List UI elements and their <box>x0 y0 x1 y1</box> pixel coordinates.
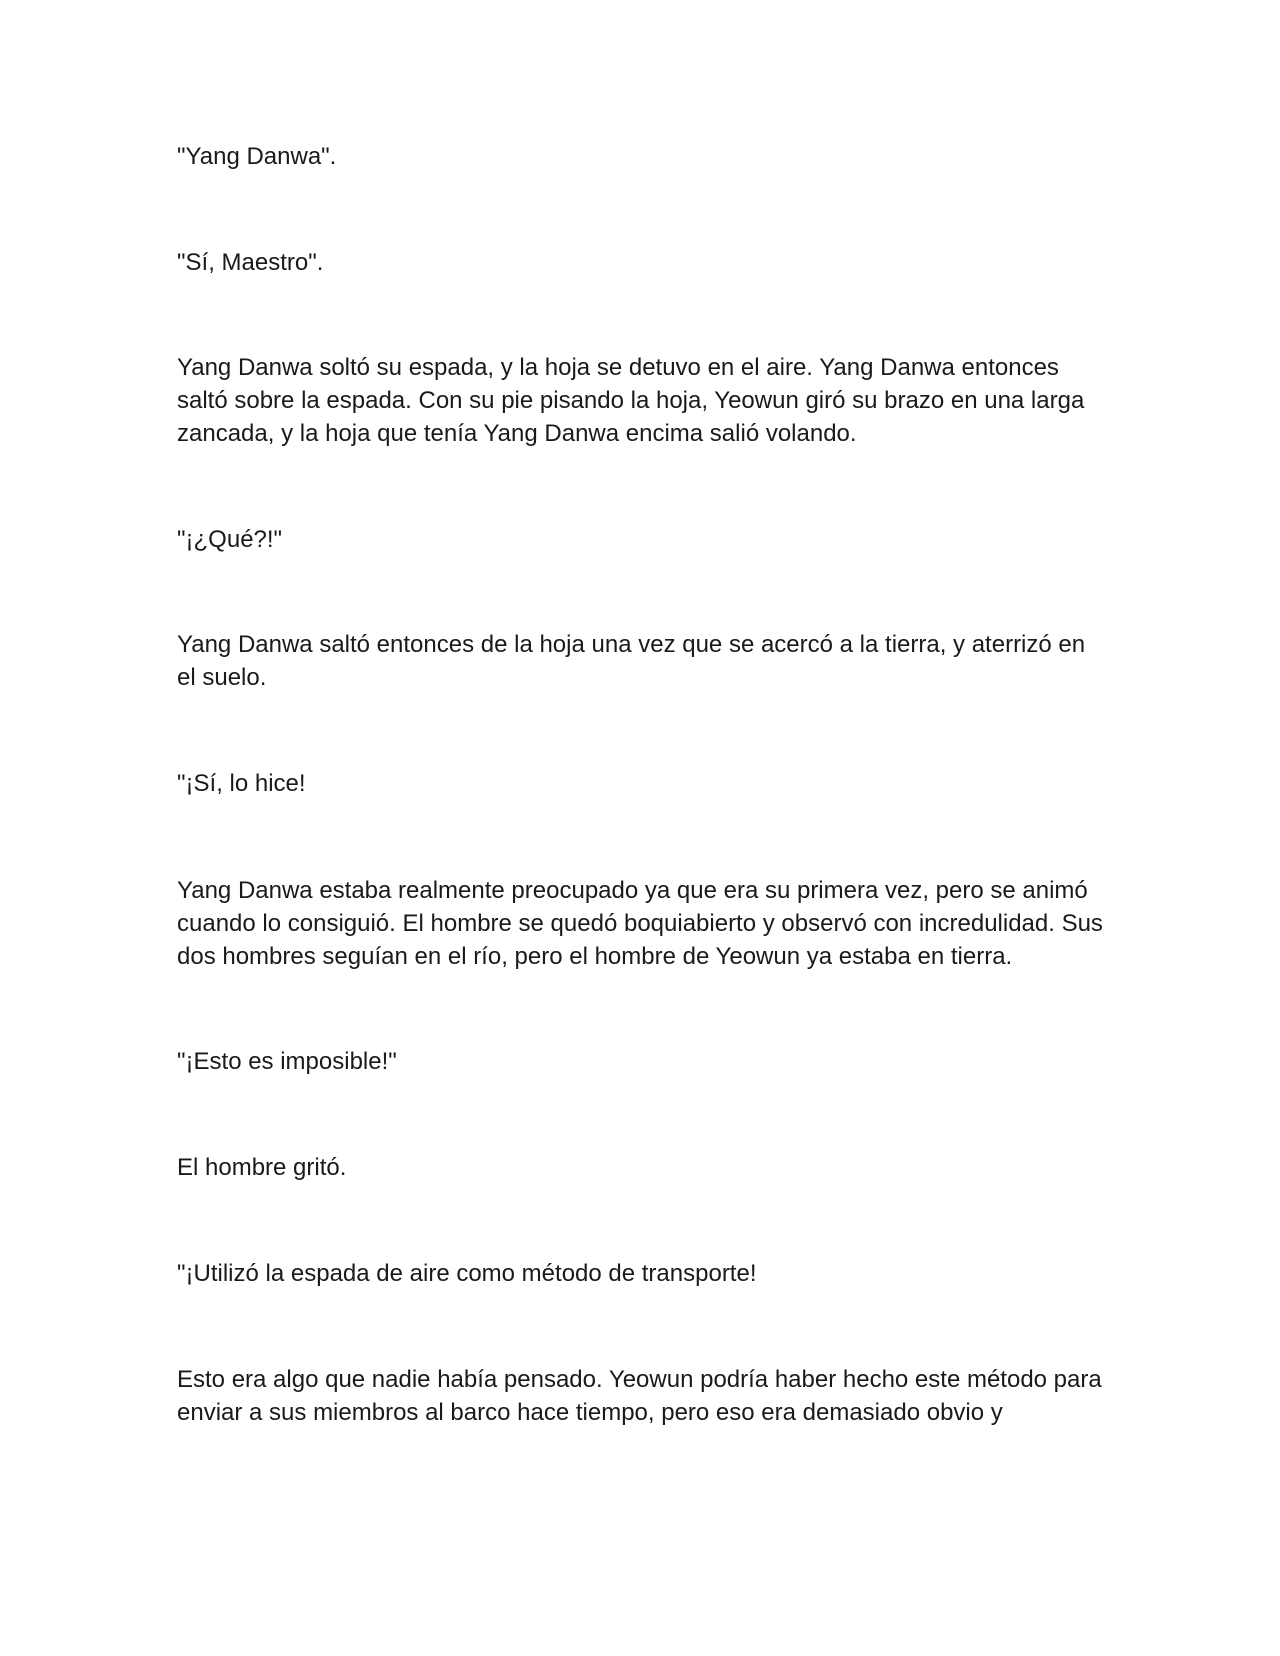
document-body <box>177 140 1107 1429</box>
paragraph-9: El hombre gritó. <box>177 1154 347 1181</box>
paragraph-1: "Yang Danwa". <box>177 143 337 170</box>
paragraph-10: "¡Utilizó la espada de aire como método de transporte! <box>177 1260 757 1287</box>
paragraph-3: Yang Danwa soltó su espada, y la hoja se detuvo en el aire. Yang Danwa entonces saltó sobre la espada. Con su pie pisando la hoja, Yeowun giró su brazo en una larga zancada, y la hoja que tenía Yang Danwa encima salió volando. <box>177 354 1085 447</box>
paragraph-7: Yang Danwa estaba realmente preocupado ya que era su primera vez, pero se animó cuando lo consiguió. El hombre se quedó boquiabierto y observó con incredulidad. Sus dos hombres seguían en el río, pero el hombre de Yeowun ya estaba en tierra. <box>177 877 1103 970</box>
paragraph-2: "Sí, Maestro". <box>177 249 324 276</box>
paragraph-6: "¡Sí, lo hice! <box>177 770 306 797</box>
paragraph-8: "¡Esto es imposible!" <box>177 1048 397 1075</box>
paragraph-4: "¡¿Qué?!" <box>177 526 283 553</box>
paragraph-11: Esto era algo que nadie había pensado. Yeowun podría haber hecho este método para enviar a sus miembros al barco hace tiempo, pero eso era demasiado obvio y <box>177 1366 1102 1426</box>
paragraph-5: Yang Danwa saltó entonces de la hoja una vez que se acercó a la tierra, y aterrizó en el suelo. <box>177 631 1086 691</box>
